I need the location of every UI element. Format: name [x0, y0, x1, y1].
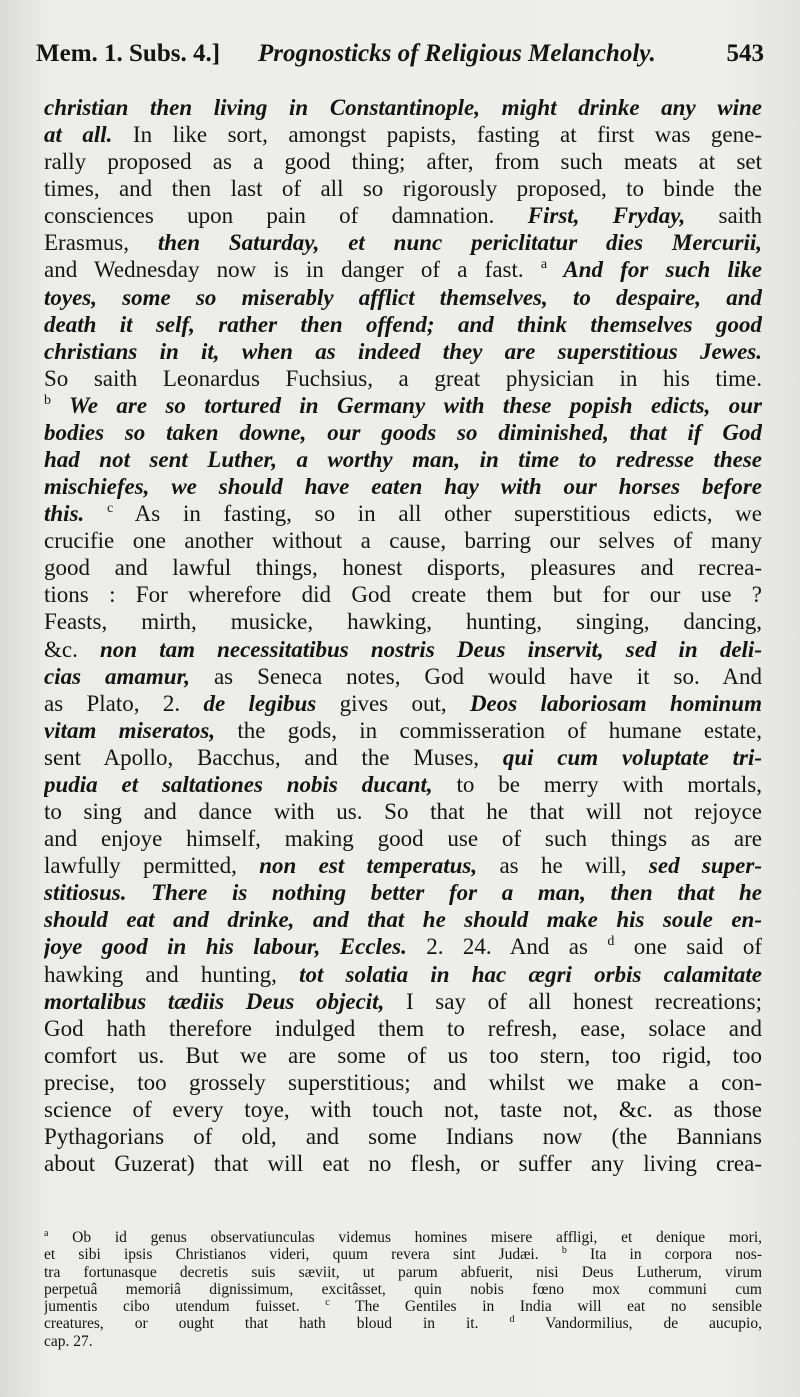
body-line	[44, 1123, 762, 1150]
body-line	[44, 311, 762, 338]
body-line	[44, 175, 762, 202]
italic-text: qui cum voluptate tri-	[502, 744, 762, 770]
body-line	[44, 961, 762, 988]
text-run: As in fasting, so in all other superstitious edicts, we	[113, 501, 762, 527]
body-line	[44, 906, 762, 933]
italic-text: bodies so taken downe, our goods so diminished, that if God	[44, 419, 762, 445]
footnote-line	[44, 1246, 762, 1263]
body-line	[44, 771, 762, 798]
running-title: Prognosticks of Religious Melancholy.	[258, 40, 656, 67]
body-line	[44, 256, 762, 283]
text-run: times, and then last of all so rigorously proposed, to binde the	[44, 176, 762, 202]
footnote-line	[44, 1281, 762, 1298]
italic-text: mischiefes, we should have eaten hay with our horses before	[44, 474, 762, 500]
text-run: God hath therefore indulged them to refresh, ease, solace and	[44, 1015, 762, 1041]
text-run: as Seneca notes, God would have it so. And	[190, 663, 762, 689]
text-run: sent Apollo, Bacchus, and the Muses,	[44, 744, 503, 770]
footnotes	[44, 1229, 762, 1350]
text-run: lawfully permitted,	[44, 853, 260, 879]
body-line	[44, 798, 762, 825]
text-run: and Wednesday now is in danger of a fast.	[44, 257, 541, 283]
text-run: and enjoye himself, making good use of such things as are	[44, 826, 762, 852]
text-run: to be merry with mortals,	[432, 771, 762, 797]
body-line	[44, 744, 762, 771]
footnote-line	[44, 1264, 762, 1281]
body-line	[44, 365, 762, 392]
body-line	[44, 663, 762, 690]
text-run: Vandormilius, de aucupio,	[514, 1315, 762, 1333]
body-line	[44, 1042, 762, 1069]
text-run: creatures, or ought that hath bloud in it.	[44, 1315, 510, 1333]
italic-text: non est temperatus,	[259, 853, 478, 879]
italic-text: had not sent Luther, a worthy man, in time to redresse these	[44, 447, 762, 473]
body-line	[44, 879, 762, 906]
body-line	[44, 636, 762, 663]
italic-text: We are so tortured in Germany with these popish edicts, our	[51, 392, 762, 418]
italic-text: then Saturday, et nunc periclitatur dies Mercurii,	[157, 230, 762, 256]
body-line	[44, 284, 762, 311]
footnote-marker: d	[509, 1315, 515, 1326]
italic-text: cias amamur,	[44, 663, 191, 689]
italic-text: First, Fryday,	[527, 203, 686, 229]
body-line	[44, 690, 762, 717]
italic-text: vitam miseratos,	[44, 717, 216, 743]
body-line	[44, 933, 762, 960]
body-line	[44, 202, 762, 229]
text-run: I say of all honest recreations;	[384, 988, 762, 1014]
body-line	[44, 419, 762, 446]
text-run: science of every toye, with touch not, taste not, &c. as those	[44, 1096, 762, 1122]
footnote-marker: d	[607, 934, 615, 950]
footnote-line	[44, 1229, 762, 1246]
italic-text: sed super-	[648, 853, 762, 879]
text-run: Pythagorians of old, and some Indians now (the Bannians	[44, 1123, 762, 1149]
body-line	[44, 1096, 762, 1123]
text-run: Ita in corpora nos-	[566, 1246, 762, 1264]
text-run: one said of	[614, 934, 762, 960]
text-run: tions : For wherefore did God create them but for our use ?	[44, 582, 762, 608]
italic-text: stitiosus. There is nothing better for a man, then that he	[44, 880, 762, 906]
text-run: Erasmus,	[44, 230, 158, 256]
footnote-marker: c	[325, 1298, 330, 1309]
text-run: Feasts, mirth, musicke, hawking, hunting, singing, dancing,	[44, 609, 762, 635]
italic-text: christian then living in Constantinople, might drinke any wine	[44, 95, 762, 120]
body-line	[44, 473, 762, 500]
body-line	[44, 500, 762, 527]
body-line	[44, 229, 762, 256]
text-run: cap. 27.	[44, 1332, 93, 1350]
italic-text: at all.	[44, 122, 113, 148]
footnote-marker: a	[44, 1229, 49, 1239]
body-line	[44, 988, 762, 1015]
footnote-line	[44, 1298, 762, 1315]
body-line	[44, 94, 762, 121]
italic-text: de legibus	[203, 690, 317, 716]
italic-text: And for such like	[547, 257, 762, 283]
body-line	[44, 392, 762, 419]
text-run: saith	[685, 203, 762, 229]
footnote-marker: a	[540, 257, 548, 273]
body-line	[44, 121, 762, 148]
footnote-marker: b	[561, 1246, 567, 1257]
text-run: In like sort, amongst papists, fasting at first was gene-	[112, 122, 762, 148]
text-run	[435, 312, 458, 337]
text-run: precise, too grossely superstitious; and whilst we make a con-	[44, 1069, 762, 1095]
text-run: crucifie one another without a cause, barring our selves of many	[44, 528, 762, 554]
body-line	[44, 608, 762, 635]
text-run: The Gentiles in India will eat no sensible	[329, 1298, 762, 1316]
italic-text: should eat and drinke, and that he should make his soule en-	[44, 907, 762, 933]
text-run: about Guzerat) that will eat no flesh, or suffer any living crea-	[44, 1151, 762, 1177]
text-run: comfort us. But we are some of us too stern, too rigid, too	[44, 1042, 762, 1068]
body-line	[44, 825, 762, 852]
text-run: rally proposed as a good thing; after, from such meats at set	[44, 149, 762, 175]
body-line	[44, 717, 762, 744]
text-run	[84, 501, 107, 526]
body-line	[44, 1150, 762, 1177]
italic-text: christians in it, when as indeed they are superstitious Jewes.	[44, 338, 762, 364]
footnote-marker: b	[44, 392, 51, 408]
text-run: tra fortunasque decretis suis sæviit, ut parum abfuerit, nisi Deus Lutherum, virum	[44, 1263, 762, 1281]
footnote-marker: c	[107, 501, 114, 517]
body-line	[44, 446, 762, 473]
body-line	[44, 1069, 762, 1096]
text-run: Ob id genus observatiunculas videmus homines misere affligi, et denique mori,	[48, 1229, 762, 1246]
italic-text: Deos laboriosam hominum	[469, 690, 762, 716]
italic-text: toyes, some so miserably afflict themselves, to despaire, and	[44, 284, 762, 310]
text-run: good and lawful things, honest disports, pleasures and recrea-	[44, 555, 762, 581]
running-header	[36, 40, 764, 80]
italic-text: pudia et saltationes nobis ducant,	[44, 771, 433, 797]
body-line	[44, 338, 762, 365]
body-line	[44, 1015, 762, 1042]
text-run: gives out,	[316, 690, 470, 716]
body-line	[44, 581, 762, 608]
text-run: 2. 24. And as	[406, 934, 608, 960]
body-line	[44, 148, 762, 175]
text-run: hawking and hunting,	[44, 961, 300, 987]
text-run: the gods, in commisseration of humane estate,	[215, 717, 762, 743]
body-line	[44, 527, 762, 554]
italic-text: non tam necessitatibus nostris Deus inservit, sed in deli-	[99, 636, 762, 662]
body-line	[44, 554, 762, 581]
text-run: et sibi ipsis Christianos videri, quum revera sint Judæi.	[44, 1246, 562, 1264]
text-run: jumentis cibo utendum fuisset.	[44, 1298, 326, 1316]
text-run: to sing and dance with us. So that he that will not rejoyce	[44, 799, 762, 825]
italic-text: this.	[44, 501, 85, 527]
text-run: as he will,	[477, 853, 649, 879]
italic-text: mortalibus tædiis Deus objecit,	[44, 988, 385, 1014]
italic-text: tot solatia in hac ægri orbis calamitate	[299, 961, 762, 987]
text-run: &c.	[44, 636, 100, 662]
footnote-line	[44, 1333, 762, 1350]
body-text	[44, 94, 762, 1177]
body-line	[44, 852, 762, 879]
page-number: 543	[726, 40, 764, 67]
text-run: as Plato, 2.	[44, 690, 204, 716]
footnote-line	[44, 1315, 762, 1332]
text-run: perpetuâ memoriâ dignissimum, excitâsset, quin nobis fœno mox communi cum	[44, 1280, 762, 1298]
text-run: consciences upon pain of damnation.	[44, 203, 528, 229]
italic-text: death it self, rather then offend;	[44, 311, 435, 337]
text-run: So saith Leonardus Fuchsius, a great physician in his time.	[44, 365, 762, 391]
italic-text: and think themselves good	[457, 311, 762, 337]
section-reference: Mem. 1. Subs. 4.]	[36, 40, 221, 67]
italic-text: joye good in his labour, Eccles.	[44, 934, 407, 960]
